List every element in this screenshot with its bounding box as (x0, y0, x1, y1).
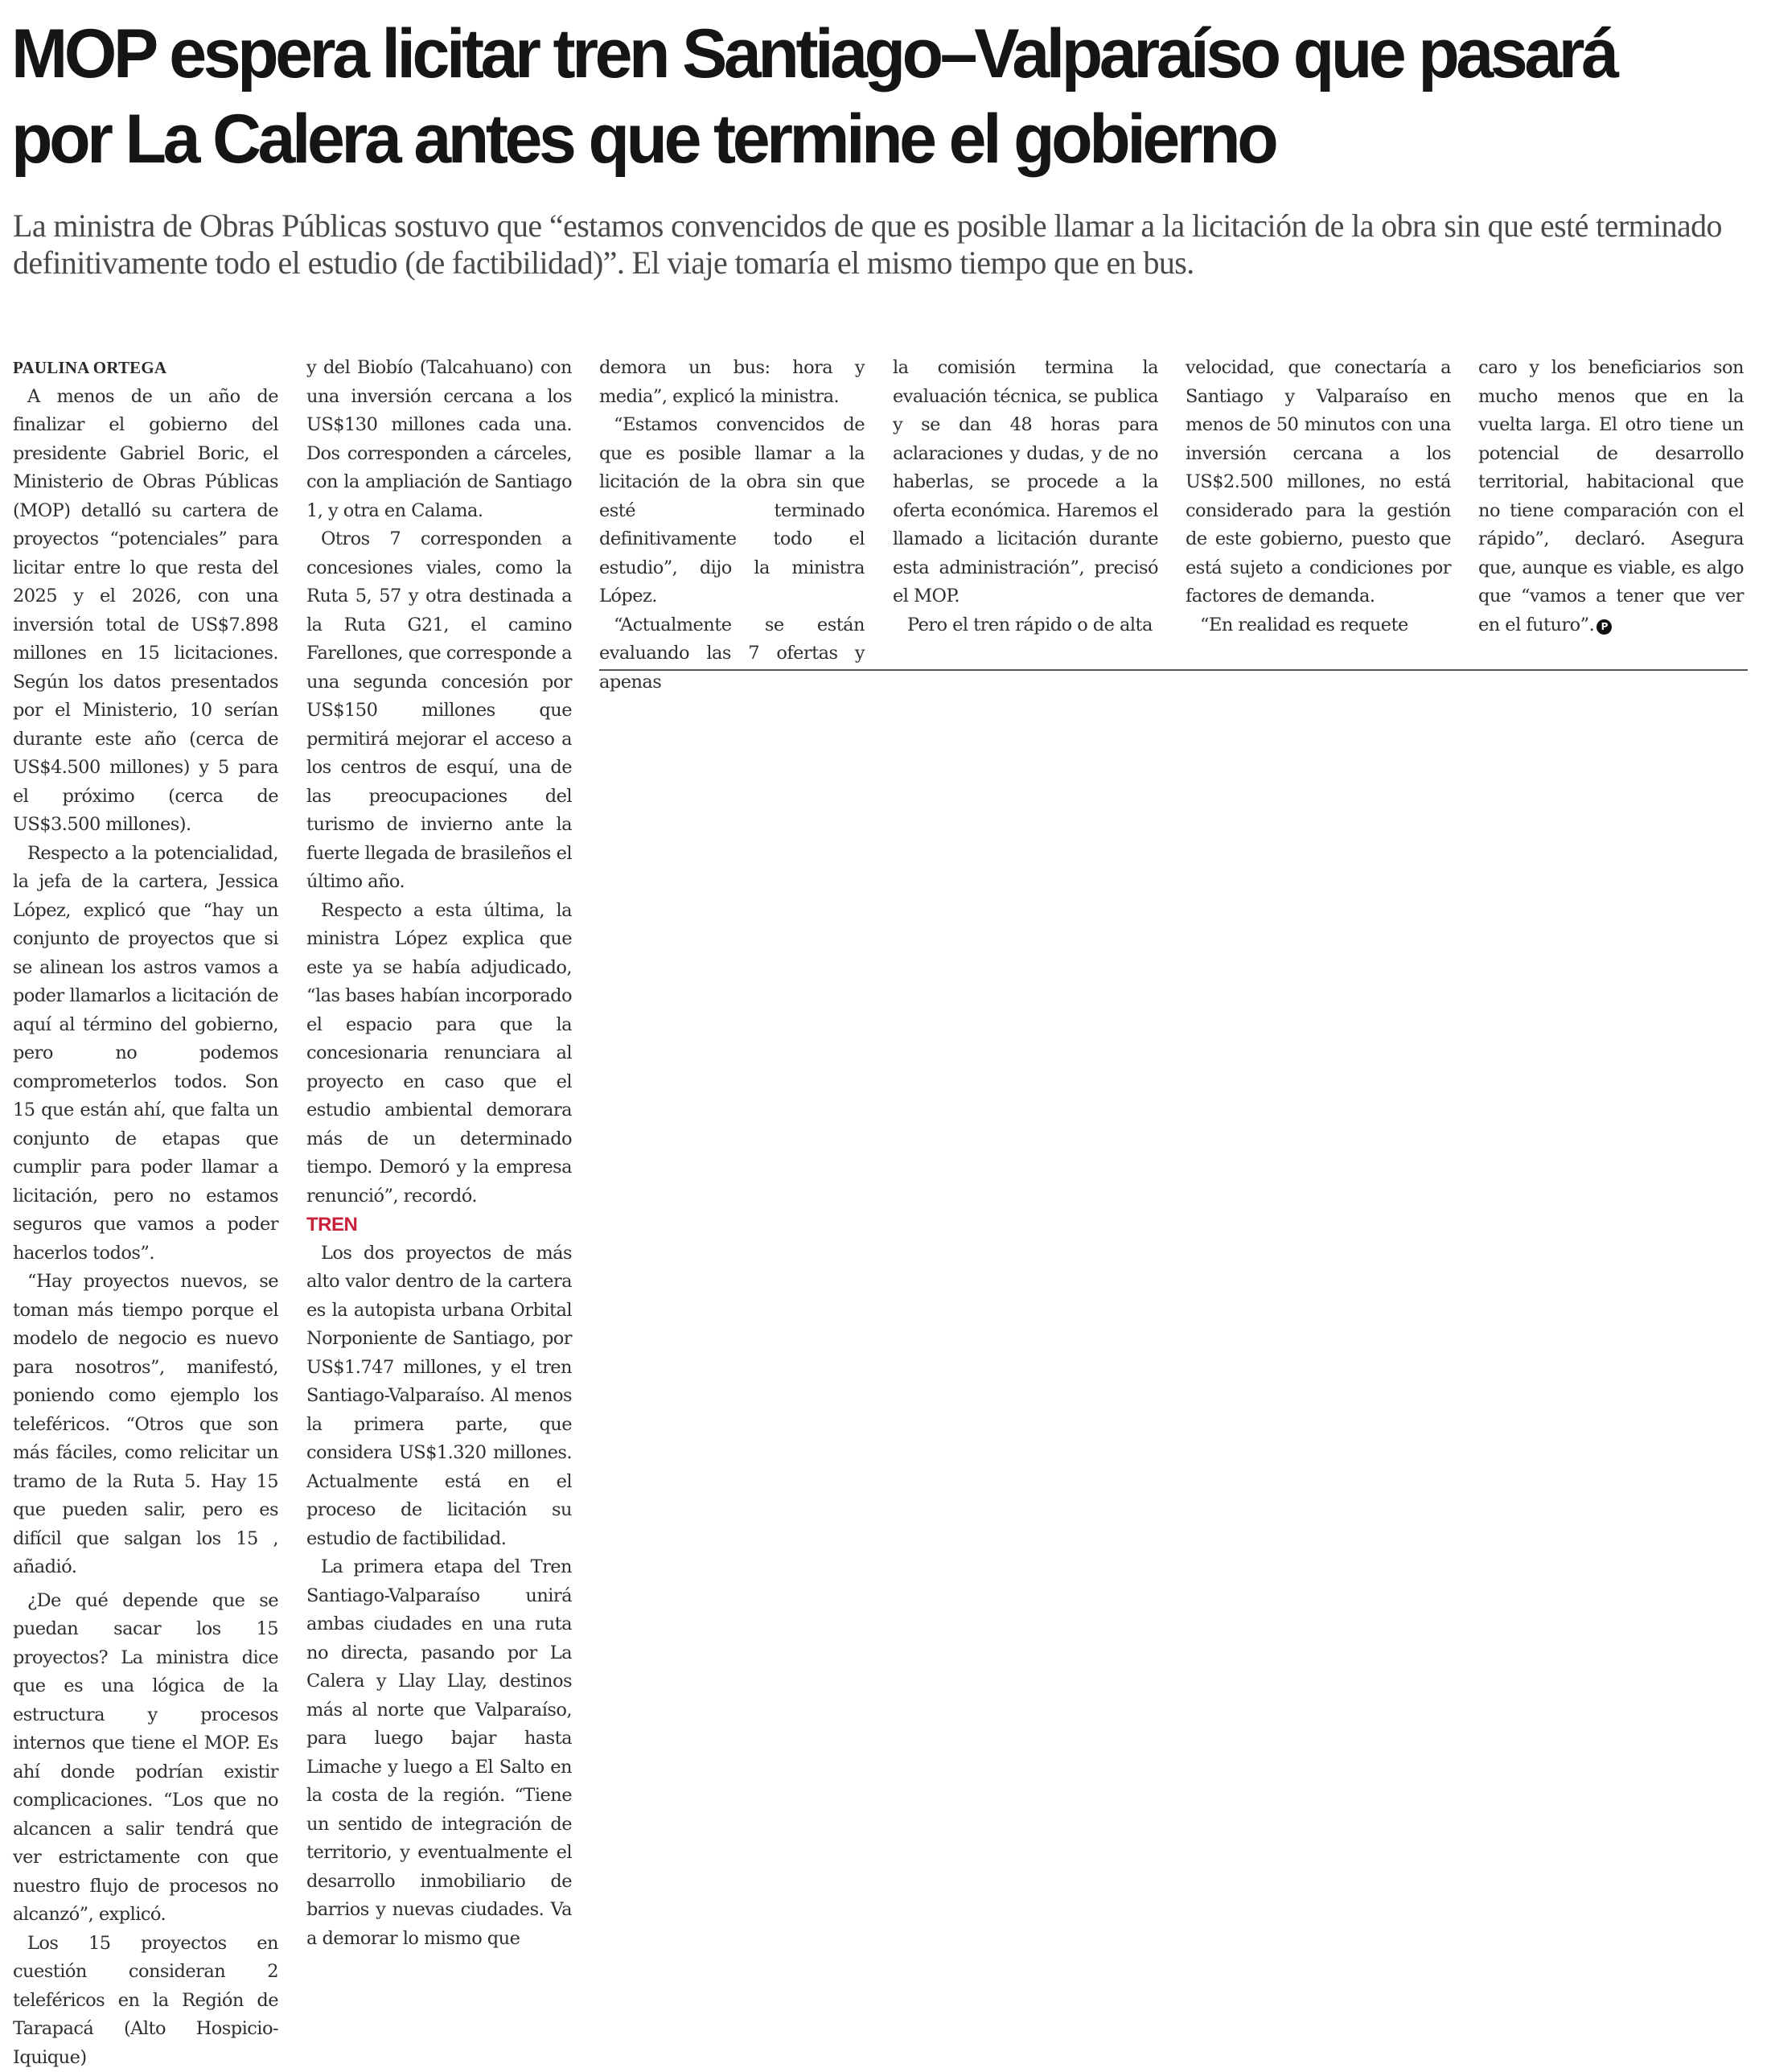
paragraph: “En realidad es requete (1186, 611, 1451, 640)
deck-subtitle: La ministra de Obras Públicas sostuvo que “estamos convencidos de que es posible llamar a la licitación de la obra sin que esté terminado definitivamente todo el estudio (de factibilidad)”. El viaje tomaría el mismo tiempo que en bus. (13, 208, 1754, 282)
section-subhead: TREN (306, 1211, 572, 1240)
paragraph: Los dos proyectos de más alto valor dentro de la cartera es la autopista urbana Orbital Norponiente de Santiago, por US$1.747 millones, y el tren Santiago-Valparaíso. Al menos la primera parte, que considera US$1.320 millones. Actualmente está en el proceso de licitación su estudio de factibilidad. (306, 1240, 572, 1554)
byline: PAULINA ORTEGA (13, 354, 278, 383)
article-column-5 (1186, 354, 1451, 639)
section-divider (599, 669, 1748, 671)
paragraph-text: caro y los beneficiarios son mucho menos que en la vuelta larga. El otro tiene un potencial de desarrollo territorial, habitacional que no tiene comparación con el rápido”, declaró. Asegura que, aunque es viable, es algo que “vamos a tener que ver en el futuro”. (1478, 357, 1744, 635)
paragraph: “Actualmente se están evaluando las 7 ofertas y apenas (599, 611, 865, 697)
headline: MOP espera licitar tren Santiago–Valparaíso que pasará por La Calera antes que termine el gobierno (11, 11, 1722, 182)
end-of-article-icon: P (1596, 619, 1612, 635)
paragraph (1478, 354, 1744, 639)
article-column-3 (599, 354, 865, 697)
article-column-2 (306, 354, 572, 1953)
paragraph: “Estamos convencidos de que es posible llamar a la licitación de la obra sin que esté terminado definitivamente todo el estudio”, dijo la ministra López. (599, 411, 865, 611)
article-column-6 (1478, 354, 1744, 639)
article-column-1 (13, 354, 278, 2072)
paragraph: Respecto a esta última, la ministra López explica que este ya se había adjudicado, “las bases habían incorporado el espacio para que la concesionaria renunciara al proyecto en caso que el estudio ambiental demorara más de un determinado tiempo. Demoró y la empresa renunció”, recordó. (306, 897, 572, 1211)
paragraph: Otros 7 corresponden a concesiones viales, como la Ruta 5, 57 y otra destinada a la Ruta G21, el camino Farellones, que corresponde a una segunda concesión por US$150 millones que permitirá mejorar el acceso a los centros de esquí, una de las preocupaciones del turismo de invierno ante la fuerte llegada de brasileños el último año. (306, 525, 572, 897)
paragraph: La primera etapa del Tren Santiago-Valparaíso unirá ambas ciudades en una ruta no directa, pasando por La Calera y Llay Llay, destinos más al norte que Valparaíso, para luego bajar hasta Limache y luego a El Salto en la costa de la región. “Tiene un sentido de integración de territorio, y eventualmente el desarrollo inmobiliario de barrios y nuevas ciudades. Va a demorar lo mismo que (306, 1553, 572, 1953)
paragraph: velocidad, que conectaría a Santiago y Valparaíso en menos de 50 minutos con una inversión cercana a los US$2.500 millones, no está considerado para la gestión de este gobierno, puesto que está sujeto a condiciones por factores de demanda. (1186, 354, 1451, 611)
article-column-4 (893, 354, 1158, 639)
paragraph: Pero el tren rápido o de alta (893, 611, 1158, 640)
paragraph: “Hay proyectos nuevos, se toman más tiempo porque el modelo de negocio es nuevo para nosotros”, manifestó, poniendo como ejemplo los teleféricos. “Otros que son más fáciles, como relicitar un tramo de la Ruta 5. Hay 15 que pueden salir, pero es difícil que salgan los 15 , añadió. (13, 1268, 278, 1582)
paragraph: demora un bus: hora y media”, explicó la ministra. (599, 354, 865, 411)
paragraph: ¿De qué depende que se puedan sacar los 15 proyectos? La ministra dice que es una lógica de la estructura y procesos internos que tiene el MOP. Es ahí donde podrían existir complicaciones. “Los que no alcancen a salir tendrá que ver estrictamente con que nuestro flujo de procesos no alcanzó”, explicó. (13, 1587, 278, 1930)
paragraph: A menos de un año de finalizar el gobierno del presidente Gabriel Boric, el Ministerio de Obras Públicas (MOP) detalló su cartera de proyectos “potenciales” para licitar entre lo que resta del 2025 y el 2026, con una inversión total de US$7.898 millones en 15 licitaciones. Según los datos presentados por el Ministerio, 10 serían durante este año (cerca de US$4.500 millones) y 5 para el próximo (cerca de US$3.500 millones). (13, 383, 278, 840)
paragraph: Respecto a la potencialidad, la jefa de la cartera, Jessica López, explicó que “hay un conjunto de proyectos que si se alinean los astros vamos a poder llamarlos a licitación de aquí al término del gobierno, pero no podemos comprometerlos todos. Son 15 que están ahí, que falta un conjunto de etapas que cumplir para poder llamar a licitación, pero no estamos seguros que vamos a poder hacerlos todos”. (13, 840, 278, 1268)
paragraph: Los 15 proyectos en cuestión consideran 2 teleféricos en la Región de Tarapacá (Alto Hospicio-Iquique) (13, 1930, 278, 2072)
paragraph: y del Biobío (Talcahuano) con una inversión cercana a los US$130 millones cada una. Dos corresponden a cárceles, con la ampliación de Santiago 1, y otra en Calama. (306, 354, 572, 525)
paragraph: la comisión termina la evaluación técnica, se publica y se dan 48 horas para aclaraciones y dudas, y de no haberlas, se procede a la oferta económica. Haremos el llamado a licitación durante esta administración”, precisó el MOP. (893, 354, 1158, 611)
